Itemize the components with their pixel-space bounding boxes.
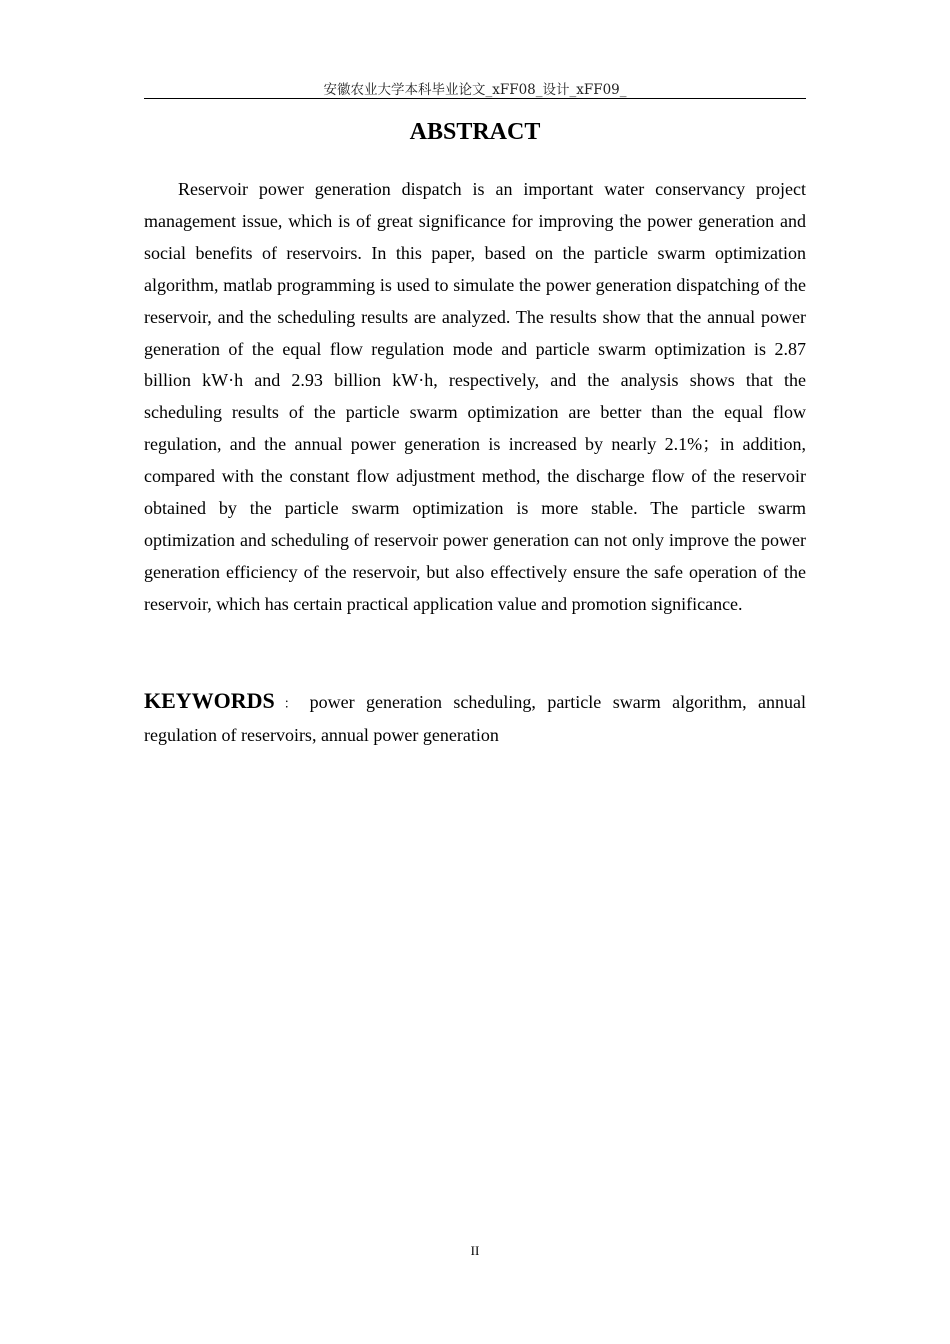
keywords-paragraph: [144, 685, 806, 752]
keywords-label: KEYWORDS: [144, 688, 275, 713]
running-header: 安徽农业大学本科毕业论文_xFF08_设计_xFF09_: [323, 82, 627, 98]
header-rule: [144, 98, 806, 99]
abstract-body: Reservoir power generation dispatch is an important water conservancy project management issue, which is of great significance for improving the power generation and social benefits of reservoirs. In this paper, based on the particle swarm optimization algorithm, matlab programming is used to simulate the power generation dispatching of the reservoir, and the scheduling results are analyzed. The results show that the annual power generation of the equal flow regulation mode and particle swarm optimization is 2.87 billion kW·h and 2.93 billion kW·h, respectively, and the analysis shows that the scheduling results of the particle swarm optimization are better than the equal flow regulation, and the annual power generation is increased by nearly 2.1%；in addition, compared with the constant flow adjustment method, the discharge flow of the reservoir obtained by the particle swarm optimization is more stable. The particle swarm optimization and scheduling of reservoir power generation can not only improve the power generation efficiency of the reservoir, but also effectively ensure the safe operation of the reservoir, which has certain practical application value and promotion significance.: [144, 179, 806, 614]
keywords-separator: ：: [276, 696, 304, 711]
keywords-text: power generation scheduling, particle swarm algorithm, annual regulation of reservoirs, annual power generation: [144, 692, 806, 745]
page-number: II: [470, 1243, 480, 1258]
abstract-title: ABSTRACT: [409, 119, 541, 145]
